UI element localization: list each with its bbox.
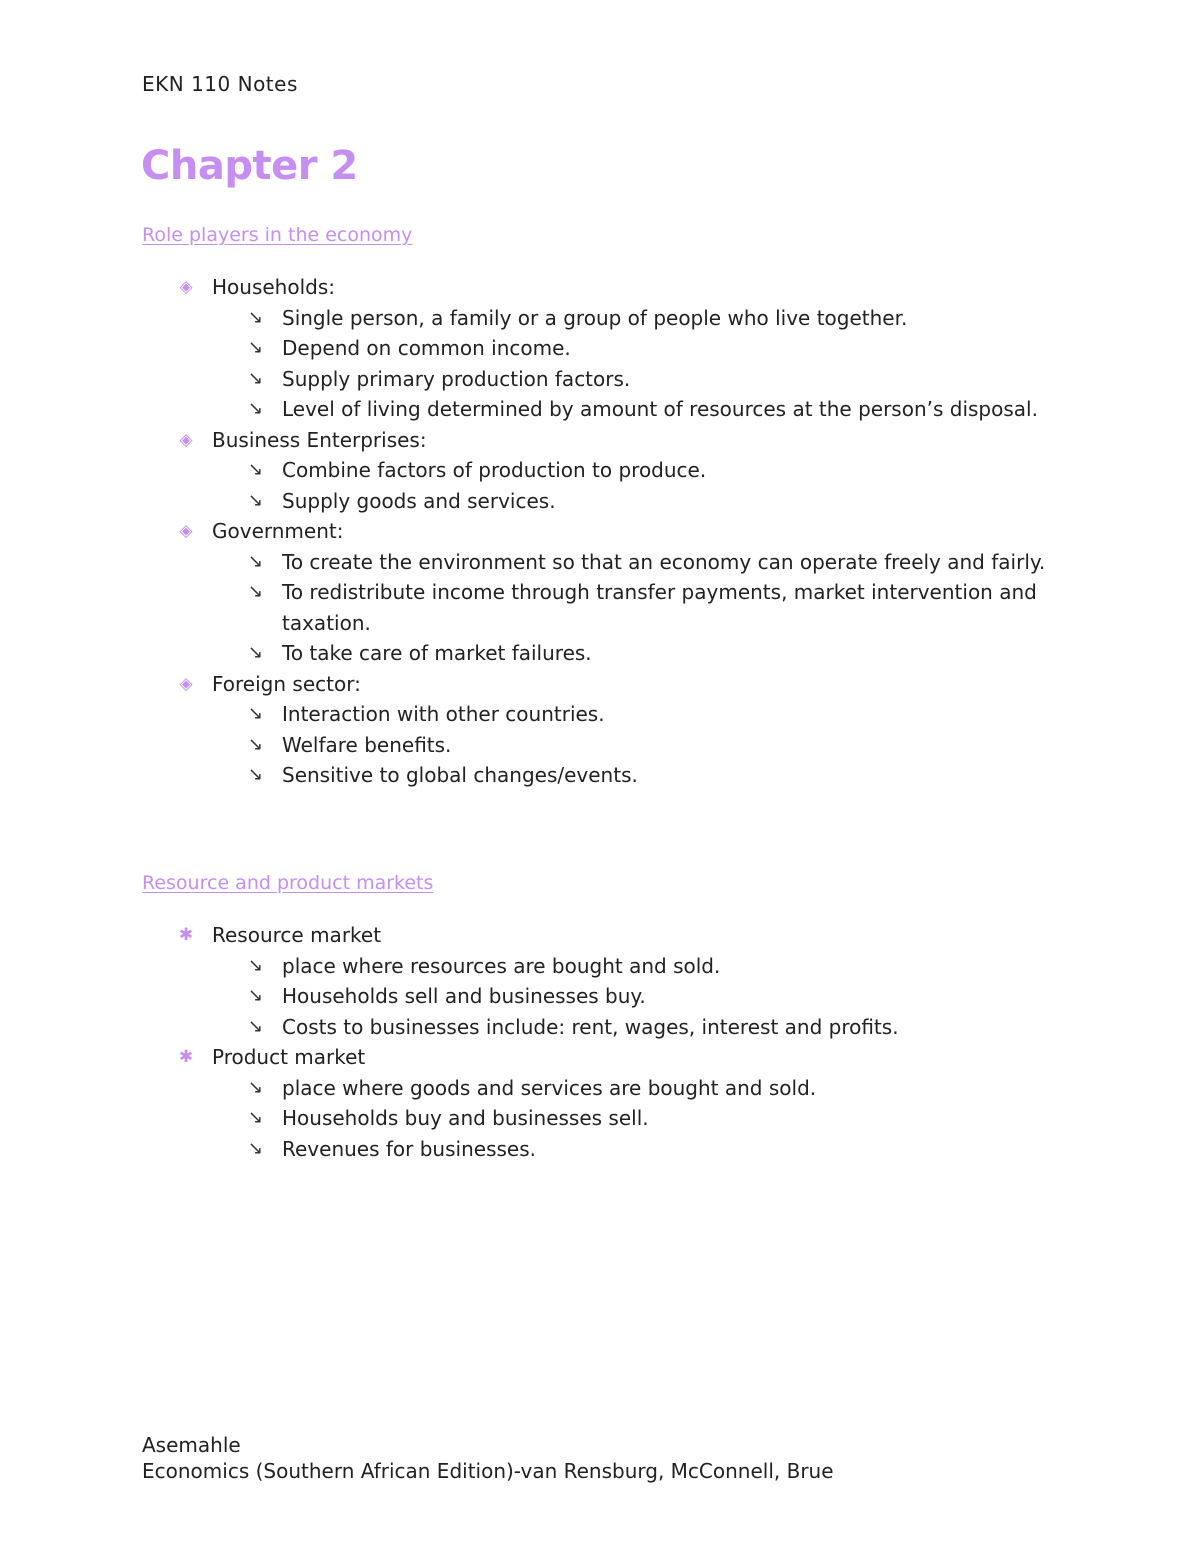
arrow-down-right-icon: ↘	[248, 581, 264, 602]
role-players-list	[176, 272, 1076, 791]
point-item	[212, 333, 1062, 364]
topic-item	[176, 1042, 1076, 1164]
topic-item	[176, 920, 1076, 1042]
topic-points	[212, 1073, 1076, 1165]
arrow-down-right-icon: ↘	[248, 398, 264, 419]
point-text: Supply goods and services.	[282, 488, 556, 513]
section-heading-role-players[interactable]: Role players in the economy	[142, 224, 413, 246]
point-text: Level of living determined by amount of resources at the person’s disposal.	[282, 397, 1038, 421]
footer	[142, 1432, 834, 1484]
topic-label: Households:	[212, 275, 335, 299]
markets-list	[176, 920, 1076, 1164]
point-item	[212, 699, 1062, 730]
point-item	[212, 486, 1062, 517]
topic-item	[176, 272, 1076, 425]
point-text: Households buy and businesses sell.	[282, 1106, 649, 1130]
point-text: Depend on common income.	[282, 336, 571, 360]
topic-points	[212, 455, 1076, 516]
page-header: EKN 110 Notes	[142, 72, 298, 96]
arrow-down-right-icon: ↘	[248, 459, 264, 480]
point-item	[212, 577, 1062, 638]
asterisk-flower-icon: ✱	[178, 1047, 194, 1067]
diamond-outline-icon: ◈	[179, 429, 193, 450]
arrow-down-right-icon: ↘	[248, 985, 264, 1006]
point-item	[212, 547, 1062, 578]
topic-points	[212, 547, 1076, 669]
asterisk-flower-icon: ✱	[178, 925, 194, 945]
arrow-down-right-icon: ↘	[248, 489, 264, 511]
topic-label: Resource market	[212, 923, 382, 947]
point-item	[212, 951, 1062, 982]
point-item	[212, 1134, 1062, 1165]
point-text: Combine factors of production to produce.	[282, 458, 707, 482]
point-text: To take care of market failures.	[282, 641, 592, 665]
footer-author: Asemahle	[142, 1433, 241, 1457]
topic-points	[212, 699, 1076, 791]
topic-points	[212, 303, 1076, 425]
arrow-down-right-icon: ↘	[248, 550, 264, 572]
arrow-down-right-icon: ↘	[248, 703, 264, 724]
point-text: place where resources are bought and sold.	[282, 953, 721, 978]
point-text: Households sell and businesses buy.	[282, 984, 646, 1008]
arrow-down-right-icon: ↘	[248, 1107, 264, 1128]
point-item	[212, 638, 1062, 669]
point-text: Single person, a family or a group of people who live together.	[282, 305, 908, 330]
diamond-outline-icon: ◈	[179, 521, 193, 541]
arrow-down-right-icon: ↘	[248, 306, 264, 328]
topic-item	[176, 425, 1076, 517]
point-item	[212, 760, 1062, 791]
chapter-title: Chapter 2	[141, 143, 358, 189]
topic-label: Product market	[212, 1045, 366, 1069]
point-item	[212, 1073, 1062, 1104]
point-text: Revenues for businesses.	[282, 1136, 536, 1161]
topic-item	[176, 669, 1076, 791]
point-text: Welfare benefits.	[282, 732, 452, 757]
point-item	[212, 394, 1062, 425]
arrow-down-right-icon: ↘	[248, 733, 264, 755]
section-heading-markets[interactable]: Resource and product markets	[142, 872, 434, 894]
point-text: To create the environment so that an economy can operate freely and fairly.	[282, 549, 1046, 574]
arrow-down-right-icon: ↘	[248, 1015, 264, 1037]
topic-label: Foreign sector:	[212, 671, 361, 696]
diamond-outline-icon: ◈	[179, 277, 193, 297]
point-text: place where goods and services are bought and sold.	[282, 1075, 817, 1100]
point-item	[212, 981, 1062, 1012]
footer-source: Economics (Southern African Edition)-van Rensburg, McConnell, Brue	[142, 1459, 834, 1483]
arrow-down-right-icon: ↘	[248, 367, 264, 389]
arrow-down-right-icon: ↘	[248, 954, 264, 976]
point-item	[212, 364, 1062, 395]
point-item	[212, 1012, 1062, 1043]
point-text: Costs to businesses include: rent, wages, interest and profits.	[282, 1014, 899, 1039]
arrow-down-right-icon: ↘	[248, 642, 264, 663]
point-item	[212, 455, 1062, 486]
topic-points	[212, 951, 1076, 1043]
point-item	[212, 1103, 1062, 1134]
arrow-down-right-icon: ↘	[248, 337, 264, 358]
point-text: To redistribute income through transfer payments, market intervention and taxation.	[282, 580, 1037, 635]
point-item	[212, 303, 1062, 334]
arrow-down-right-icon: ↘	[248, 1076, 264, 1098]
topic-item	[176, 516, 1076, 669]
point-text: Sensitive to global changes/events.	[282, 763, 638, 787]
topic-label: Government:	[212, 519, 344, 543]
arrow-down-right-icon: ↘	[248, 764, 264, 785]
arrow-down-right-icon: ↘	[248, 1137, 264, 1159]
point-text: Supply primary production factors.	[282, 366, 631, 391]
diamond-outline-icon: ◈	[179, 673, 193, 694]
point-text: Interaction with other countries.	[282, 702, 605, 726]
topic-label: Business Enterprises:	[212, 427, 427, 452]
point-item	[212, 730, 1062, 761]
